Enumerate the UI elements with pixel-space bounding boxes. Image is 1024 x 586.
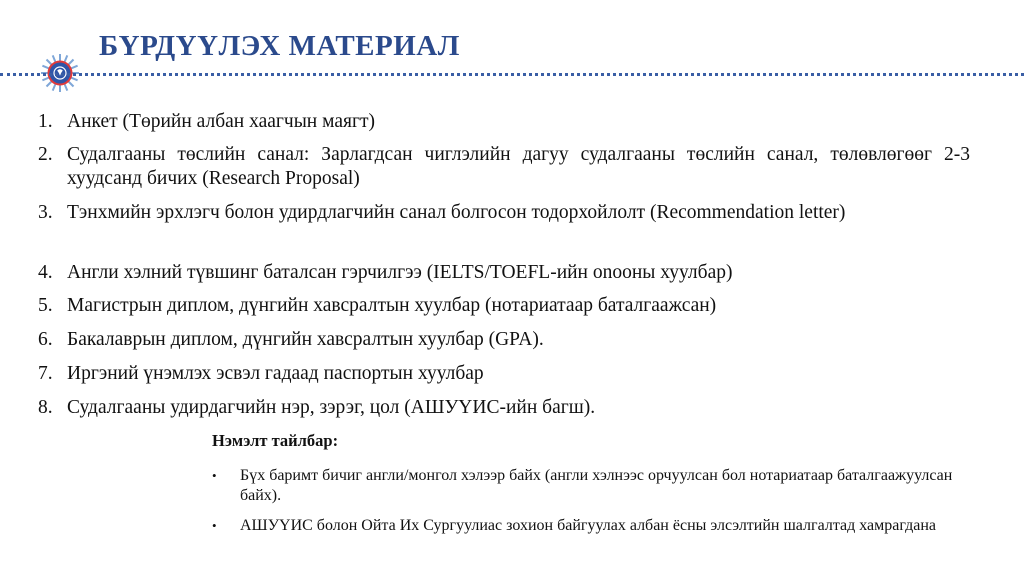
- list-item-text: Иргэний үнэмлэх эсвэл гадаад паспортын хуулбар: [67, 363, 484, 384]
- list-item-number: 5.: [38, 295, 53, 316]
- bullet-dot: •: [212, 468, 217, 483]
- list-item: [38, 362, 970, 386]
- header-divider: [0, 73, 1024, 76]
- list-item: [38, 328, 970, 352]
- list-item-number: 6.: [38, 329, 53, 350]
- note-bullet: [212, 516, 982, 536]
- list-item-number: 2.: [38, 144, 53, 165]
- note-bullet: [212, 466, 982, 506]
- list-item-text: Тэнхмийн эрхлэгч болон удирдлагчийн санал болгосон тодорхойлолт (Recommendation letter): [67, 202, 846, 223]
- note-title: Нэмэлт тайлбар:: [212, 431, 339, 450]
- list-item: [38, 143, 970, 191]
- list-item-number: 1.: [38, 111, 53, 132]
- list-item-text: Англи хэлний түвшинг баталсан гэрчилгээ (IELTS/TOEFL-ийн onooны хуулбар): [67, 262, 733, 283]
- list-item-text: Магистрын диплом, дүнгийн хавсралтын хуулбар (нотариатаар баталгаажсан): [67, 295, 717, 316]
- slide-header: [0, 0, 1024, 100]
- list-item: [38, 201, 970, 225]
- list-item: [38, 396, 970, 420]
- list-item-number: 7.: [38, 363, 53, 384]
- list-item: [38, 294, 970, 318]
- list-item-text: Анкет (Төрийн албан хаагчын маягт): [67, 111, 375, 132]
- list-item-number: 4.: [38, 262, 53, 283]
- bullet-dot: •: [212, 518, 217, 533]
- note-section: [212, 430, 992, 534]
- list-item: [38, 261, 970, 285]
- note-bullet-text: Бүх баримт бичиг англи/монгол хэлээр байх (англи хэлнээс орчуулсан бол нотариатаар баталгаажуулсан байх).: [240, 467, 953, 504]
- list-item-text: Бакалаврын диплом, дүнгийн хавсралтын хуулбар (GPA).: [67, 329, 544, 350]
- list-item-text: Судалгааны төслийн санал: Зарлагдсан чиглэлийн дагуу судалгааны төслийн санал, төлөвлөгөөг 2-3 хуудсанд бичих (Research Proposal): [67, 144, 970, 189]
- note-bullet-text: АШУҮИС болон Ойта Их Сургуулиас зохион байгуулах албан ёсны элсэлтийн шалгалтад хамрагдана: [240, 517, 937, 534]
- list-item-text: Судалгааны удирдагчийн нэр, зэрэг, цол (АШУҮИС-ийн багш).: [67, 397, 596, 418]
- list-item-number: 8.: [38, 397, 53, 418]
- page-title: БҮРДҮҮЛЭХ МАТЕРИАЛ: [99, 30, 460, 62]
- list-item-number: 3.: [38, 202, 53, 223]
- list-item: [38, 110, 970, 134]
